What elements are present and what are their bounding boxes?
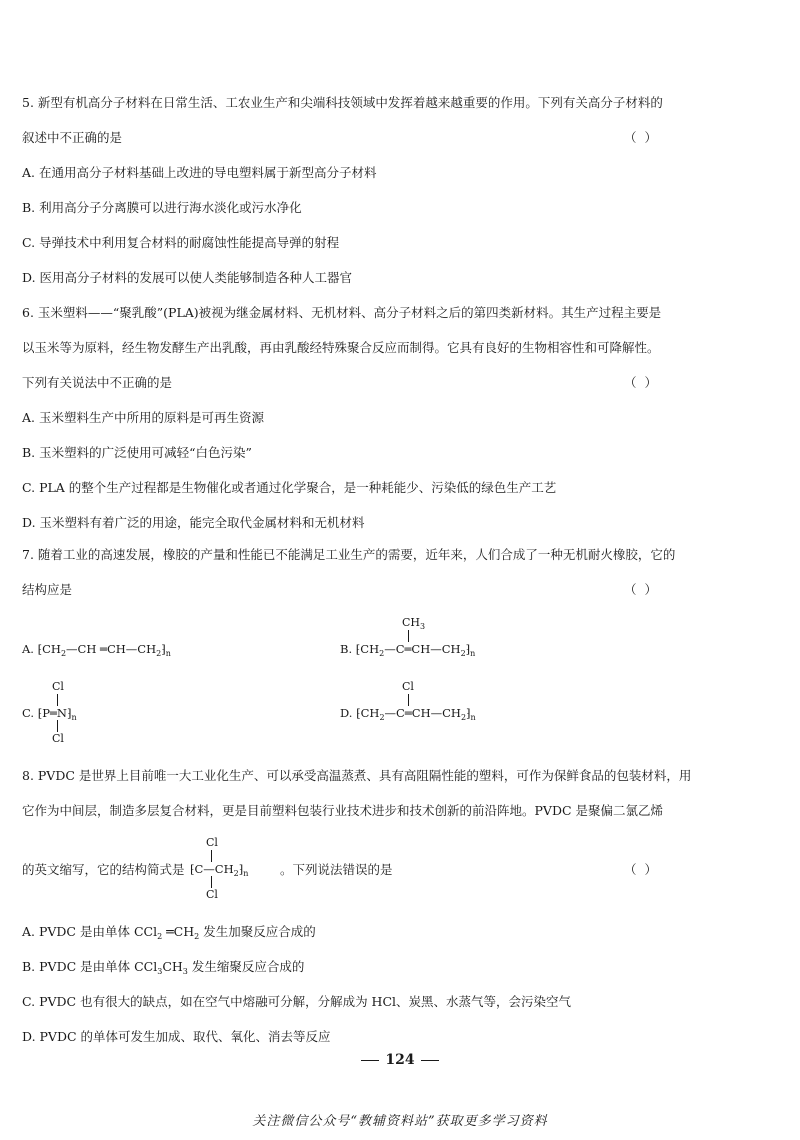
q7-option-a-formula xyxy=(22,642,171,661)
page-number-dash-left xyxy=(361,1060,379,1061)
q7b-label: B. xyxy=(340,642,353,656)
q6-option-d: D. 玉米塑料有着广泛的用途，能完全取代金属材料和无机材料 xyxy=(22,515,365,530)
q5-option-b: B. 利用高分子分离膜可以进行海水淡化或污水净化 xyxy=(22,200,302,215)
q8-option-d: D. PVDC 的单体可发生加成、取代、氧化、消去等反应 xyxy=(22,1029,331,1044)
page-number xyxy=(0,1052,800,1068)
q8-structural-formula: $⁅C—CH_2⁆_n$ xyxy=(190,862,249,878)
q8-stem-line1: 8. PVDC 是世界上目前唯一大工业化生产、可以承受高温蒸煮、具有高阻隔性能的塑料，可作为保鲜食品的包装材料，用 xyxy=(22,768,692,783)
q7-option-c-bond-bottom xyxy=(57,720,58,732)
q7a-sub1: 2 xyxy=(60,649,67,658)
q8-stem-line2: 它作为中间层，制造多层复合材料，更是目前塑料包装行业技术进步和技术创新的前沿阵地。PVDC 是聚偏二氯乙烯 xyxy=(22,803,663,818)
q8-stem-line3-after: 。下列说法错误的是 xyxy=(280,862,393,877)
q8-formula-top: Cl xyxy=(206,836,218,849)
q7a-part2: —CH ═CH—CH xyxy=(66,642,157,656)
q7-answer-paren: （ ） xyxy=(624,582,659,597)
q7-option-c-bottom: Cl xyxy=(52,732,64,745)
q7a-label: A. xyxy=(22,642,34,656)
q7a-part1: CH xyxy=(42,642,61,656)
q8-option-a: A. PVDC 是由单体 CCl$_2$ $═CH_2$ 发生加聚反应合成的 xyxy=(22,924,316,941)
q7-stem-line1: 7. 随着工业的高速发展，橡胶的产量和性能已不能满足工业生产的需要，近年来，人们合成了一种无机耐火橡胶，它的 xyxy=(22,547,676,562)
q7d-label: D. xyxy=(340,706,353,720)
q7-option-d-top: Cl xyxy=(402,680,414,693)
q7-option-c-bond-top xyxy=(57,694,58,706)
q5-option-d: D. 医用高分子材料的发展可以使人类能够制造各种人工器官 xyxy=(22,270,353,285)
q7a-n: n xyxy=(165,649,171,658)
q6-option-c: C. PLA 的整个生产过程都是生物催化或者通过化学聚合，是一种耗能少、污染低的绿色生产工艺 xyxy=(22,480,557,495)
q8-answer-paren: （ ） xyxy=(624,862,659,877)
q5-stem-line1: 5. 新型有机高分子材料在日常生活、工农业生产和尖端科技领域中发挥着越来越重要的作用。下列有关高分子材料的 xyxy=(22,95,663,110)
q7-option-b-formula: B. $⁅CH_2—C═CH—CH_2⁆_n$ xyxy=(340,642,476,658)
q7-option-d-bond xyxy=(408,694,409,706)
q7-option-b-bond xyxy=(408,630,409,642)
q6-option-b: B. 玉米塑料的广泛使用可减轻“白色污染” xyxy=(22,445,252,460)
q8-formula-bond-top xyxy=(211,850,212,862)
q6-stem-line2: 以玉米等为原料，经生物发酵生产出乳酸，再由乳酸经特殊聚合反应而制得。它具有良好的生物相容性和可降解性。 xyxy=(22,340,660,355)
q8-formula-bottom: Cl xyxy=(206,888,218,901)
q7-option-c-top: Cl xyxy=(52,680,64,693)
q8-option-c: C. PVDC 也有很大的缺点，如在空气中熔融可分解，分解成为 HCl、炭黑、水蒸气等，会污染空气 xyxy=(22,994,572,1009)
q5-answer-paren: （ ） xyxy=(624,130,659,145)
q8-stem-line3-before: 的英文缩写，它的结构简式是 xyxy=(22,862,185,877)
q7-option-b-top: $CH_3$ xyxy=(402,616,426,631)
q8-option-b: B. PVDC 是由单体 $CCl_3CH_3$ 发生缩聚反应合成的 xyxy=(22,959,305,976)
q6-stem-line1: 6. 玉米塑料——“聚乳酸”(PLA)被视为继金属材料、无机材料、高分子材料之后的第四类新材料。其生产过程主要是 xyxy=(22,305,662,320)
q7-stem-line2: 结构应是 xyxy=(22,582,73,597)
q5-option-c: C. 导弹技术中利用复合材料的耐腐蚀性能提高导弹的射程 xyxy=(22,235,340,250)
q6-stem-line3: 下列有关说法中不正确的是 xyxy=(22,375,173,390)
q5-stem-line2: 叙述中不正确的是 xyxy=(22,130,123,145)
q7a-sub2: 2 xyxy=(156,649,162,658)
q6-answer-paren: （ ） xyxy=(624,375,659,390)
q8-formula-bond-bottom xyxy=(211,876,212,888)
q7c-label: C. xyxy=(22,706,35,720)
q7-option-d-formula: D. $⁅CH_2—C═CH—CH_2⁆_n$ xyxy=(340,706,476,722)
q7-option-c-formula: C. $⁅P═N⁆_n$ xyxy=(22,706,77,722)
q7a-right-bracket: ⁆ xyxy=(161,642,166,656)
q6-option-a: A. 玉米塑料生产中所用的原料是可再生资源 xyxy=(22,410,264,425)
footer-note: 关注微信公众号“教辅资料站”获取更多学习资料 xyxy=(252,1114,548,1129)
q5-option-a: A. 在通用高分子材料基础上改进的导电塑料属于新型高分子材料 xyxy=(22,165,377,180)
page-number-value: 124 xyxy=(385,1052,415,1068)
page-number-dash-right xyxy=(421,1060,439,1061)
q7a-left-bracket: ⁅ xyxy=(37,642,43,656)
